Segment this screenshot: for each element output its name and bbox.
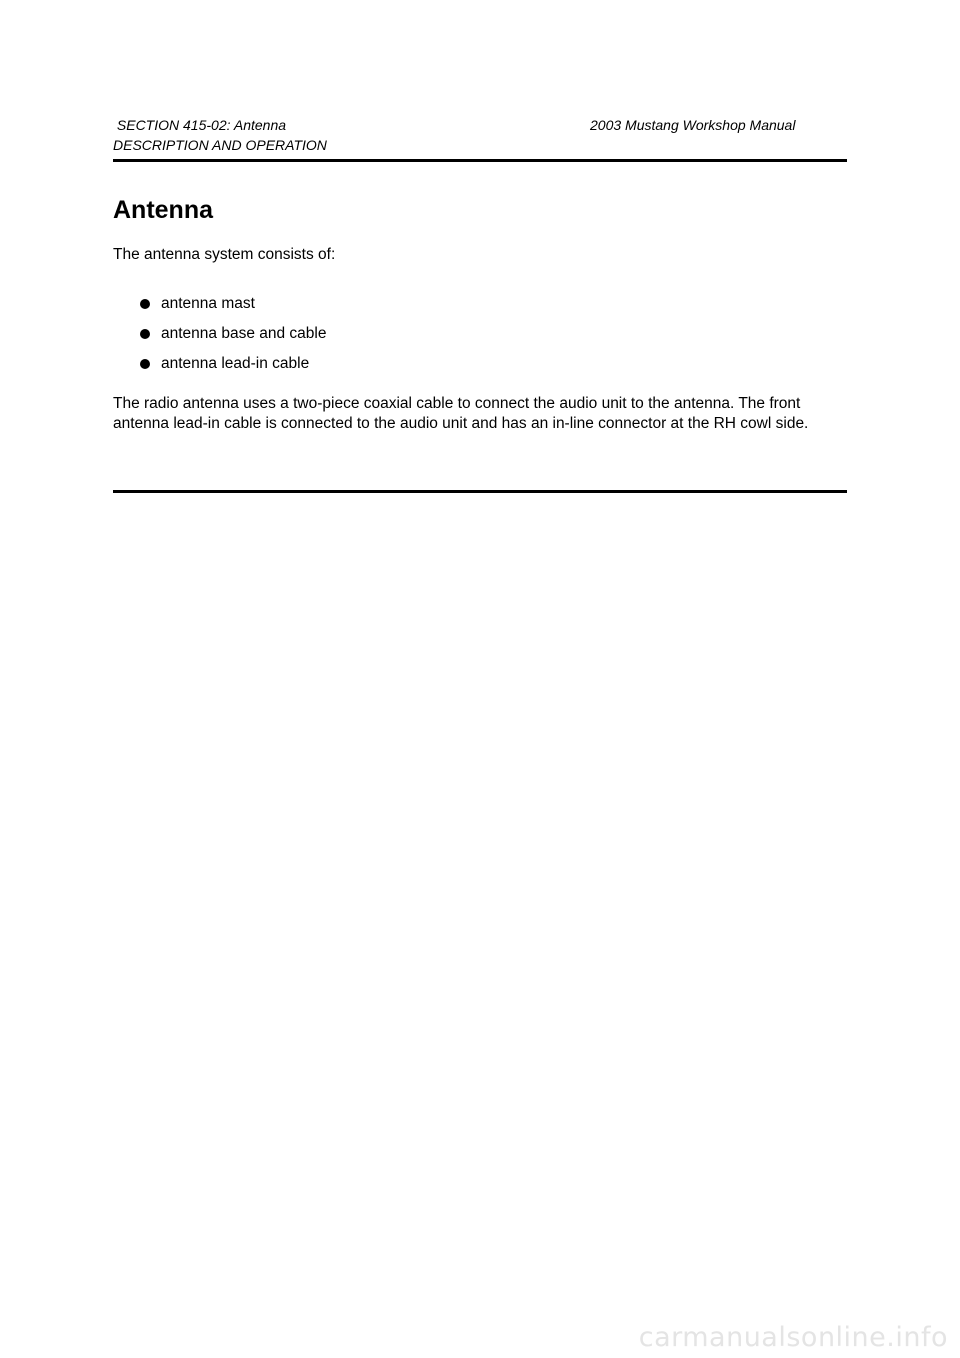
footer-divider <box>113 490 847 493</box>
description-paragraph: The radio antenna uses a two-piece coaxial cable to connect the audio unit to the antenna. The front antenna lead-in cable is connected to the audio unit and has an in-line connector at the RH cowl side. <box>113 395 809 432</box>
bullet-icon <box>140 359 150 369</box>
bullet-icon <box>140 329 150 339</box>
bullet-icon <box>140 299 150 309</box>
list-item-text: antenna mast <box>161 295 255 312</box>
manual-title: 2003 Mustang Workshop Manual <box>590 117 796 133</box>
watermark: carmanualsonline.info <box>638 1322 948 1353</box>
intro-text: The antenna system consists of: <box>113 246 336 263</box>
list-item-text: antenna lead-in cable <box>161 355 310 372</box>
list-item-text: antenna base and cable <box>161 325 327 342</box>
page-title: Antenna <box>113 196 213 224</box>
header-divider <box>113 159 847 162</box>
section-subtitle: DESCRIPTION AND OPERATION <box>113 137 327 153</box>
section-label: SECTION 415-02: Antenna <box>113 117 287 133</box>
